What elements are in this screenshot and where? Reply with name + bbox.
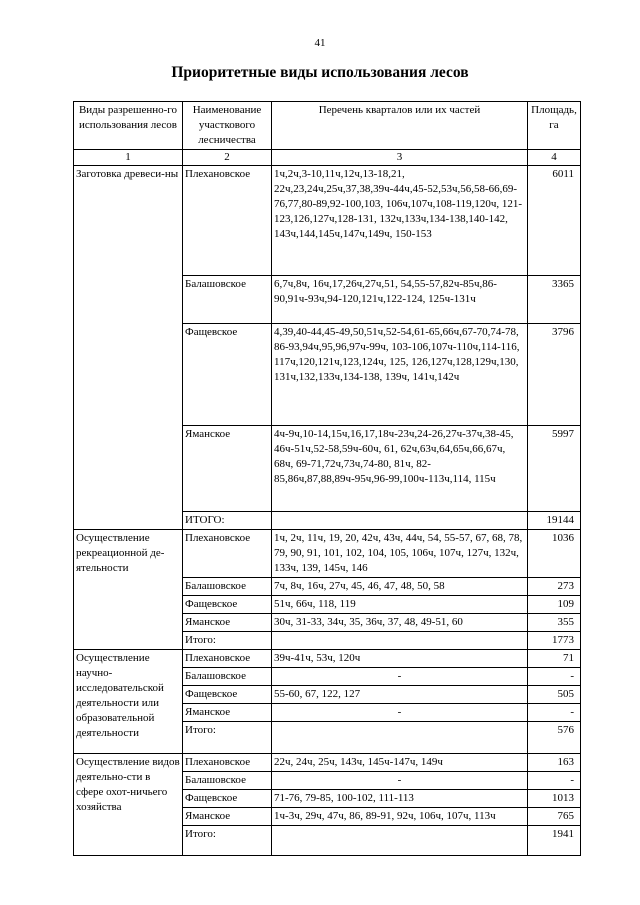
area-cell: 3365 — [528, 276, 581, 324]
district-cell: Балашовское — [183, 276, 272, 324]
quarters-cell: 22ч, 24ч, 25ч, 143ч, 145ч-147ч, 149ч — [272, 754, 528, 772]
quarters-cell: 51ч, 66ч, 118, 119 — [272, 596, 528, 614]
total-label: Итого: — [183, 632, 272, 650]
total-label: Итого: — [183, 826, 272, 856]
use-type-cell: Заготовка древеси-ны — [74, 166, 183, 530]
area-cell: 71 — [528, 650, 581, 668]
quarters-cell: 4,39,40-44,45-49,50,51ч,52-54,61-65,66ч,67-70,74-78, 86-93,94ч,95,96,97ч-99ч, 103-106,107ч-110ч,114-116, 117ч,120,121ч,123,124ч, 125, 126,127ч,128,129ч,130, 131ч,132,133ч,134-138, 139ч, 141ч,142ч — [272, 324, 528, 426]
quarters-cell — [272, 512, 528, 530]
area-cell: 505 — [528, 686, 581, 704]
column-number-row — [74, 150, 581, 166]
column-number: 1 — [74, 150, 183, 166]
area-cell: 3796 — [528, 324, 581, 426]
quarters-cell: 6,7ч,8ч, 16ч,17,26ч,27ч,51, 54,55-57,82ч-85ч,86-90,91ч-93ч,94-120,121ч,122-124, 125ч-131ч — [272, 276, 528, 324]
quarters-cell: 4ч-9ч,10-14,15ч,16,17,18ч-23ч,24-26,27ч-37ч,38-45, 46ч-51ч,52-58,59ч-60ч, 61, 62ч,63ч,64,65ч,66,67ч, 68ч, 69-71,72ч,73ч,74-80, 81ч, 82-85,86ч,87,88,89ч-95ч,96-99,100ч-113ч,114, 115ч — [272, 426, 528, 512]
quarters-cell: 1ч, 2ч, 11ч, 19, 20, 42ч, 43ч, 44ч, 54, 55-57, 67, 68, 78, 79, 90, 91, 101, 102, 104, 105, 106ч, 107ч, 127ч, 132ч, 133ч, 139, 145ч, 146 — [272, 530, 528, 578]
area-cell: 273 — [528, 578, 581, 596]
header-district: Наименование участкового лесничества — [183, 102, 272, 150]
quarters-cell: 71-76, 79-85, 100-102, 111-113 — [272, 790, 528, 808]
quarters-cell: - — [272, 704, 528, 722]
district-cell: Яманское — [183, 808, 272, 826]
area-cell: 5997 — [528, 426, 581, 512]
district-cell: Плехановское — [183, 754, 272, 772]
district-cell: Плехановское — [183, 650, 272, 668]
district-cell: Фащевское — [183, 790, 272, 808]
area-cell: 765 — [528, 808, 581, 826]
column-number: 4 — [528, 150, 581, 166]
header-quarters: Перечень кварталов или их частей — [272, 102, 528, 150]
total-area: 19144 — [528, 512, 581, 530]
table-row — [74, 650, 581, 668]
district-cell: Фащевское — [183, 324, 272, 426]
quarters-cell — [272, 722, 528, 754]
total-area: 1941 — [528, 826, 581, 856]
area-cell: 1036 — [528, 530, 581, 578]
quarters-cell: 1ч-3ч, 29ч, 47ч, 86, 89-91, 92ч, 106ч, 107ч, 113ч — [272, 808, 528, 826]
total-area: 1773 — [528, 632, 581, 650]
area-cell: - — [528, 668, 581, 686]
quarters-cell — [272, 826, 528, 856]
quarters-cell — [272, 632, 528, 650]
table-row — [74, 530, 581, 578]
use-type-cell: Осуществление научно-исследовательской деятельности или образовательной деятельности — [74, 650, 183, 754]
header-use-type: Виды разрешенно-го использования лесов — [74, 102, 183, 150]
header-area: Площадь, га — [528, 102, 581, 150]
quarters-cell: - — [272, 772, 528, 790]
area-cell: - — [528, 772, 581, 790]
quarters-cell: 39ч-41ч, 53ч, 120ч — [272, 650, 528, 668]
area-cell: 163 — [528, 754, 581, 772]
page-number: 41 — [314, 37, 326, 49]
quarters-cell: 30ч, 31-33, 34ч, 35, 36ч, 37, 48, 49-51, 60 — [272, 614, 528, 632]
area-cell: - — [528, 704, 581, 722]
column-number: 2 — [183, 150, 272, 166]
forest-use-table — [73, 101, 581, 856]
total-label: ИТОГО: — [183, 512, 272, 530]
district-cell: Балашовское — [183, 772, 272, 790]
column-number: 3 — [272, 150, 528, 166]
total-area: 576 — [528, 722, 581, 754]
district-cell: Плехановское — [183, 530, 272, 578]
header-row — [74, 102, 581, 150]
district-cell: Фащевское — [183, 596, 272, 614]
district-cell: Яманское — [183, 704, 272, 722]
table-row — [74, 754, 581, 772]
district-cell: Фащевское — [183, 686, 272, 704]
quarters-cell: 7ч, 8ч, 16ч, 27ч, 45, 46, 47, 48, 50, 58 — [272, 578, 528, 596]
quarters-cell: 55-60, 67, 122, 127 — [272, 686, 528, 704]
quarters-cell: - — [272, 668, 528, 686]
district-cell: Яманское — [183, 426, 272, 512]
table-row — [74, 166, 581, 276]
table-body — [74, 166, 581, 856]
use-type-cell: Осуществление рекреационной де-ятельности — [74, 530, 183, 650]
district-cell: Балашовское — [183, 578, 272, 596]
area-cell: 355 — [528, 614, 581, 632]
quarters-cell: 1ч,2ч,3-10,11ч,12ч,13-18,21, 22ч,23,24ч,25ч,37,38,39ч-44ч,45-52,53ч,56,58-66,69-76,77,80-89,92-100,103, 106ч,107ч,108-119,120ч, 121-123,126,127ч,128-131, 132ч,133ч,134-138,140-142, 143ч,144,145ч,147ч,149ч, 150-153 — [272, 166, 528, 276]
area-cell: 1013 — [528, 790, 581, 808]
document-title: Приоритетные виды использования лесов — [171, 64, 469, 81]
area-cell: 6011 — [528, 166, 581, 276]
use-type-cell: Осуществление видов деятельно-сти в сфере охот-ничьего хозяйства — [74, 754, 183, 856]
total-label: Итого: — [183, 722, 272, 754]
district-cell: Балашовское — [183, 668, 272, 686]
district-cell: Плехановское — [183, 166, 272, 276]
area-cell: 109 — [528, 596, 581, 614]
district-cell: Яманское — [183, 614, 272, 632]
